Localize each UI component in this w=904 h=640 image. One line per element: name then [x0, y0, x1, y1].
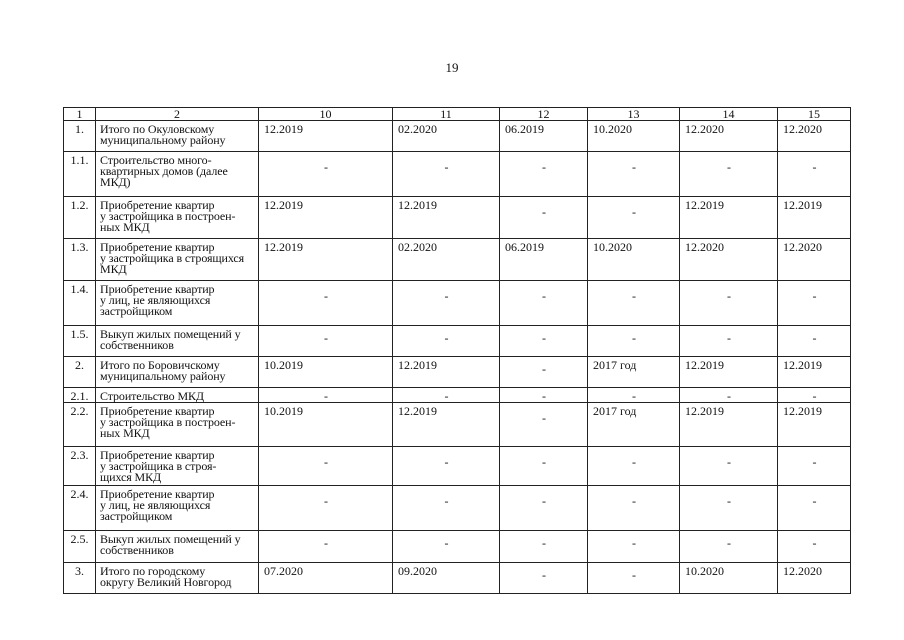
header-cell: 10 — [259, 108, 393, 121]
cell-value: - — [778, 531, 851, 563]
row-name: Приобретение квартир у застройщика в построен- ных МКД — [96, 197, 259, 239]
row-number: 2.5. — [64, 531, 96, 563]
table-row — [64, 403, 851, 447]
cell-value: - — [393, 152, 500, 197]
cell-value: - — [500, 531, 588, 563]
cell-value: 12.2019 — [778, 357, 851, 388]
row-name: Итого по Окуловскому муниципальному району — [96, 121, 259, 152]
cell-value: 12.2019 — [393, 403, 500, 447]
header-cell: 15 — [778, 108, 851, 121]
cell-value: - — [259, 531, 393, 563]
cell-value: - — [393, 531, 500, 563]
cell-value: - — [393, 326, 500, 357]
cell-value: - — [588, 152, 680, 197]
row-name: Приобретение квартир у лиц, не являющихся застройщиком — [96, 281, 259, 326]
table-row — [64, 388, 851, 403]
cell-value: - — [778, 388, 851, 403]
cell-value: 12.2019 — [259, 121, 393, 152]
cell-value: - — [259, 486, 393, 531]
row-name: Строительство много- квартирных домов (далее МКД) — [96, 152, 259, 197]
row-name: Приобретение квартир у застройщика в строя- щихся МКД — [96, 447, 259, 486]
cell-value: - — [680, 447, 778, 486]
cell-value: 12.2019 — [778, 403, 851, 447]
cell-value: - — [680, 281, 778, 326]
row-number: 3. — [64, 563, 96, 594]
row-number: 2.3. — [64, 447, 96, 486]
row-name: Итого по городскому округу Великий Новгород — [96, 563, 259, 594]
cell-value: - — [588, 197, 680, 239]
cell-value: 12.2019 — [778, 197, 851, 239]
page-number: 19 — [445, 60, 459, 75]
row-name: Приобретение квартир у застройщика в строящихся МКД — [96, 239, 259, 281]
row-number: 1.5. — [64, 326, 96, 357]
cell-value: 12.2020 — [778, 239, 851, 281]
row-number: 2.1. — [64, 388, 96, 403]
cell-value: - — [259, 152, 393, 197]
cell-value: - — [778, 326, 851, 357]
row-number: 2.4. — [64, 486, 96, 531]
cell-value: 12.2019 — [393, 357, 500, 388]
cell-value: - — [500, 486, 588, 531]
cell-value: - — [500, 357, 588, 388]
table-row — [64, 357, 851, 388]
cell-value: - — [778, 152, 851, 197]
table-row — [64, 563, 851, 594]
cell-value: - — [680, 388, 778, 403]
cell-value: 12.2020 — [778, 121, 851, 152]
cell-value: - — [588, 388, 680, 403]
cell-value: - — [259, 388, 393, 403]
table-header-row — [64, 108, 851, 121]
table-row — [64, 486, 851, 531]
schedule-table — [63, 107, 851, 594]
cell-value: - — [500, 403, 588, 447]
header-cell: 13 — [588, 108, 680, 121]
cell-value: - — [500, 326, 588, 357]
cell-value: 10.2019 — [259, 403, 393, 447]
cell-value: - — [588, 563, 680, 594]
row-number: 1.2. — [64, 197, 96, 239]
row-number: 1.1. — [64, 152, 96, 197]
cell-value: - — [778, 281, 851, 326]
table-row — [64, 239, 851, 281]
cell-value: 07.2020 — [259, 563, 393, 594]
cell-value: - — [500, 388, 588, 403]
cell-value: - — [393, 447, 500, 486]
row-name: Выкуп жилых помещений у собственников — [96, 326, 259, 357]
cell-value: 10.2020 — [588, 121, 680, 152]
cell-value: - — [259, 281, 393, 326]
row-number: 1.4. — [64, 281, 96, 326]
cell-value: - — [588, 486, 680, 531]
cell-value: 06.2019 — [500, 121, 588, 152]
cell-value: - — [680, 326, 778, 357]
cell-value: - — [778, 486, 851, 531]
cell-value: - — [680, 486, 778, 531]
cell-value: - — [588, 447, 680, 486]
header-cell: 12 — [500, 108, 588, 121]
cell-value: - — [259, 447, 393, 486]
row-number: 1. — [64, 121, 96, 152]
cell-value: 02.2020 — [393, 239, 500, 281]
row-name: Строительство МКД — [96, 388, 259, 403]
cell-value: - — [500, 197, 588, 239]
cell-value: 02.2020 — [393, 121, 500, 152]
row-name: Приобретение квартир у лиц, не являющихся застройщиком — [96, 486, 259, 531]
cell-value: - — [500, 281, 588, 326]
cell-value: 09.2020 — [393, 563, 500, 594]
cell-value: - — [500, 152, 588, 197]
cell-value: - — [500, 563, 588, 594]
table-row — [64, 531, 851, 563]
cell-value: - — [588, 326, 680, 357]
cell-value: - — [393, 486, 500, 531]
cell-value: 10.2020 — [680, 563, 778, 594]
cell-value: 06.2019 — [500, 239, 588, 281]
cell-value: - — [259, 326, 393, 357]
cell-value: - — [680, 531, 778, 563]
cell-value: - — [588, 281, 680, 326]
cell-value: 12.2019 — [393, 197, 500, 239]
row-number: 1.3. — [64, 239, 96, 281]
header-cell: 1 — [64, 108, 96, 121]
cell-value: 10.2019 — [259, 357, 393, 388]
cell-value: - — [393, 281, 500, 326]
row-name: Приобретение квартир у застройщика в построен- ных МКД — [96, 403, 259, 447]
cell-value: 10.2020 — [588, 239, 680, 281]
row-number: 2. — [64, 357, 96, 388]
cell-value: 2017 год — [588, 403, 680, 447]
table-row — [64, 281, 851, 326]
cell-value: - — [778, 447, 851, 486]
header-cell: 2 — [96, 108, 259, 121]
cell-value: - — [680, 152, 778, 197]
cell-value: 12.2019 — [259, 239, 393, 281]
header-cell: 11 — [393, 108, 500, 121]
cell-value: 12.2020 — [680, 121, 778, 152]
cell-value: - — [393, 388, 500, 403]
cell-value: 12.2019 — [680, 403, 778, 447]
cell-value: 12.2020 — [778, 563, 851, 594]
row-name: Выкуп жилых помещений у собственников — [96, 531, 259, 563]
table-row — [64, 152, 851, 197]
header-cell: 14 — [680, 108, 778, 121]
cell-value: 12.2019 — [680, 197, 778, 239]
cell-value: - — [588, 531, 680, 563]
cell-value: 12.2020 — [680, 239, 778, 281]
table-row — [64, 197, 851, 239]
cell-value: - — [500, 447, 588, 486]
row-name: Итого по Боровичскому муниципальному району — [96, 357, 259, 388]
cell-value: 2017 год — [588, 357, 680, 388]
cell-value: 12.2019 — [259, 197, 393, 239]
table-row — [64, 121, 851, 152]
table-row — [64, 447, 851, 486]
cell-value: 12.2019 — [680, 357, 778, 388]
row-number: 2.2. — [64, 403, 96, 447]
table-row — [64, 326, 851, 357]
